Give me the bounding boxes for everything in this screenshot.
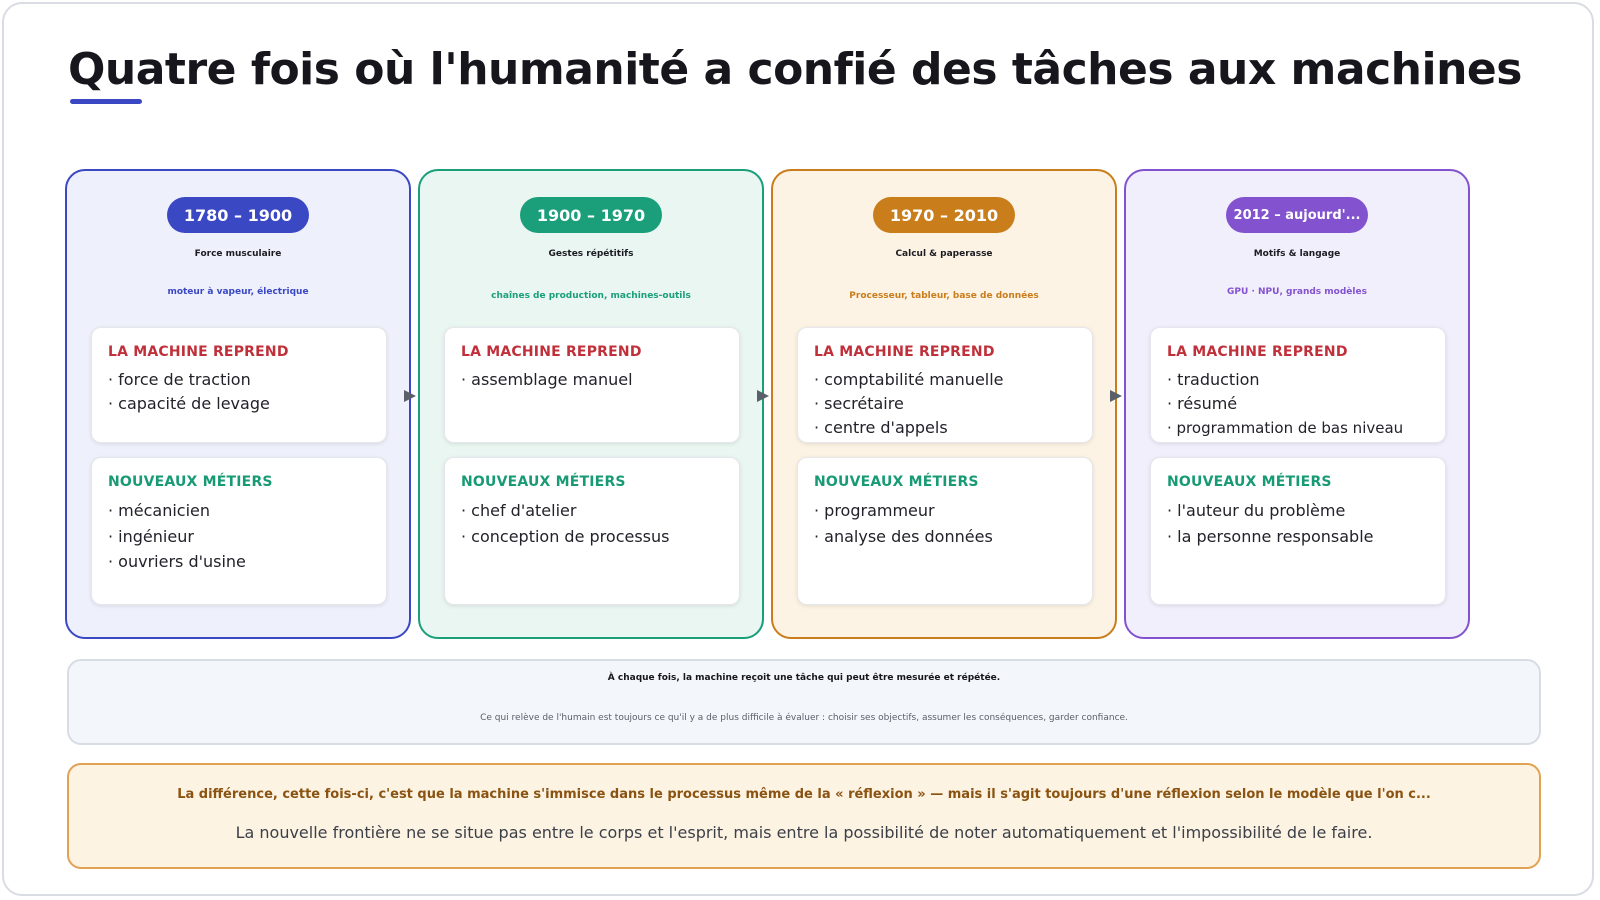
new-jobs-card [1150, 457, 1446, 605]
list-item: · secrétaire [814, 394, 904, 413]
new-jobs-heading: NOUVEAUX MÉTIERS [461, 474, 626, 490]
slide-frame [2, 2, 1594, 896]
new-jobs-heading: NOUVEAUX MÉTIERS [1167, 474, 1332, 490]
arrow-right-icon [404, 390, 416, 402]
era-subtitle: GPU · NPU, grands modèles [1227, 287, 1367, 297]
new-jobs-list [1167, 498, 1429, 549]
machine-takes-card [444, 327, 740, 443]
machine-takes-heading: LA MACHINE REPREND [461, 344, 642, 360]
arrow-right-icon [1110, 390, 1122, 402]
era-title: Force musculaire [194, 249, 282, 259]
new-jobs-heading: NOUVEAUX MÉTIERS [108, 474, 273, 490]
list-item: · force de traction [108, 370, 251, 389]
machine-takes-card [797, 327, 1093, 443]
era-subtitle: moteur à vapeur, électrique [167, 287, 309, 297]
arrow-right-icon [757, 390, 769, 402]
new-jobs-heading: NOUVEAUX MÉTIERS [814, 474, 979, 490]
summary-box [67, 659, 1541, 745]
summary-subtext: Ce qui relève de l'humain est toujours ce qu'il y a de plus difficile à évaluer : choisir ses objectifs, assumer les conséquences, garder confiance. [480, 713, 1128, 723]
era-subtitle: chaînes de production, machines-outils [491, 291, 691, 301]
title-underline [70, 99, 142, 104]
note-box [67, 763, 1541, 869]
era-panel-ai [1124, 169, 1470, 639]
list-item: · comptabilité manuelle [814, 370, 1004, 389]
list-item: · ouvriers d'usine [108, 552, 246, 571]
era-title: Motifs & langage [1253, 249, 1341, 259]
era-period-badge: 1780 – 1900 [167, 197, 309, 233]
list-item: · chef d'atelier [461, 501, 577, 520]
list-item: · centre d'appels [814, 418, 948, 437]
era-panel-assembly [418, 169, 764, 639]
new-jobs-card [444, 457, 740, 605]
era-period-badge: 1900 – 1970 [520, 197, 662, 233]
new-jobs-card [797, 457, 1093, 605]
new-jobs-list [108, 498, 370, 575]
era-panel-computing [771, 169, 1117, 639]
new-jobs-list [814, 498, 1076, 549]
machine-takes-list [108, 368, 370, 416]
list-item: · mécanicien [108, 501, 211, 520]
machine-takes-card [91, 327, 387, 443]
new-jobs-list [461, 498, 723, 549]
list-item: · la personne responsable [1167, 526, 1374, 546]
list-item: · capacité de levage [108, 394, 270, 413]
list-item: · résumé [1167, 394, 1238, 413]
machine-takes-heading: LA MACHINE REPREND [814, 344, 995, 360]
era-panel-steam [65, 169, 411, 639]
list-item: · conception de processus [461, 526, 670, 546]
era-subtitle: Processeur, tableur, base de données [849, 291, 1039, 301]
era-title: Calcul & paperasse [895, 249, 993, 259]
page-title: Quatre fois où l'humanité a confié des tâches aux machines [68, 44, 1522, 95]
era-title: Gestes répétitifs [548, 249, 634, 259]
machine-takes-heading: LA MACHINE REPREND [1167, 344, 1348, 360]
list-item: · programmation de bas niveau [1167, 419, 1404, 437]
note-conclusion: La nouvelle frontière ne se situe pas entre le corps et l'esprit, mais entre la possibilité de noter automatiquement et l'impossibilité de le faire. [235, 823, 1373, 842]
machine-takes-card [1150, 327, 1446, 443]
list-item: · programmeur [814, 501, 935, 520]
machine-takes-heading: LA MACHINE REPREND [108, 344, 289, 360]
note-highlight: La différence, cette fois-ci, c'est que la machine s'immisce dans le processus même de la « réflexion » — mais il s'agit toujours d'une réflexion selon le modèle que l'on c... [177, 787, 1431, 802]
machine-takes-list [814, 368, 1076, 440]
list-item: · traduction [1167, 370, 1260, 389]
list-item: · assemblage manuel [461, 370, 633, 389]
machine-takes-list [461, 368, 723, 392]
era-period-badge: 2012 – aujourd'... [1226, 197, 1368, 233]
summary-headline: À chaque fois, la machine reçoit une tâche qui peut être mesurée et répétée. [607, 673, 1001, 683]
new-jobs-card [91, 457, 387, 605]
era-period-badge: 1970 – 2010 [873, 197, 1015, 233]
list-item: · ingénieur [108, 526, 194, 546]
machine-takes-list [1167, 368, 1429, 440]
list-item: · analyse des données [814, 526, 993, 546]
list-item: · l'auteur du problème [1167, 501, 1346, 520]
